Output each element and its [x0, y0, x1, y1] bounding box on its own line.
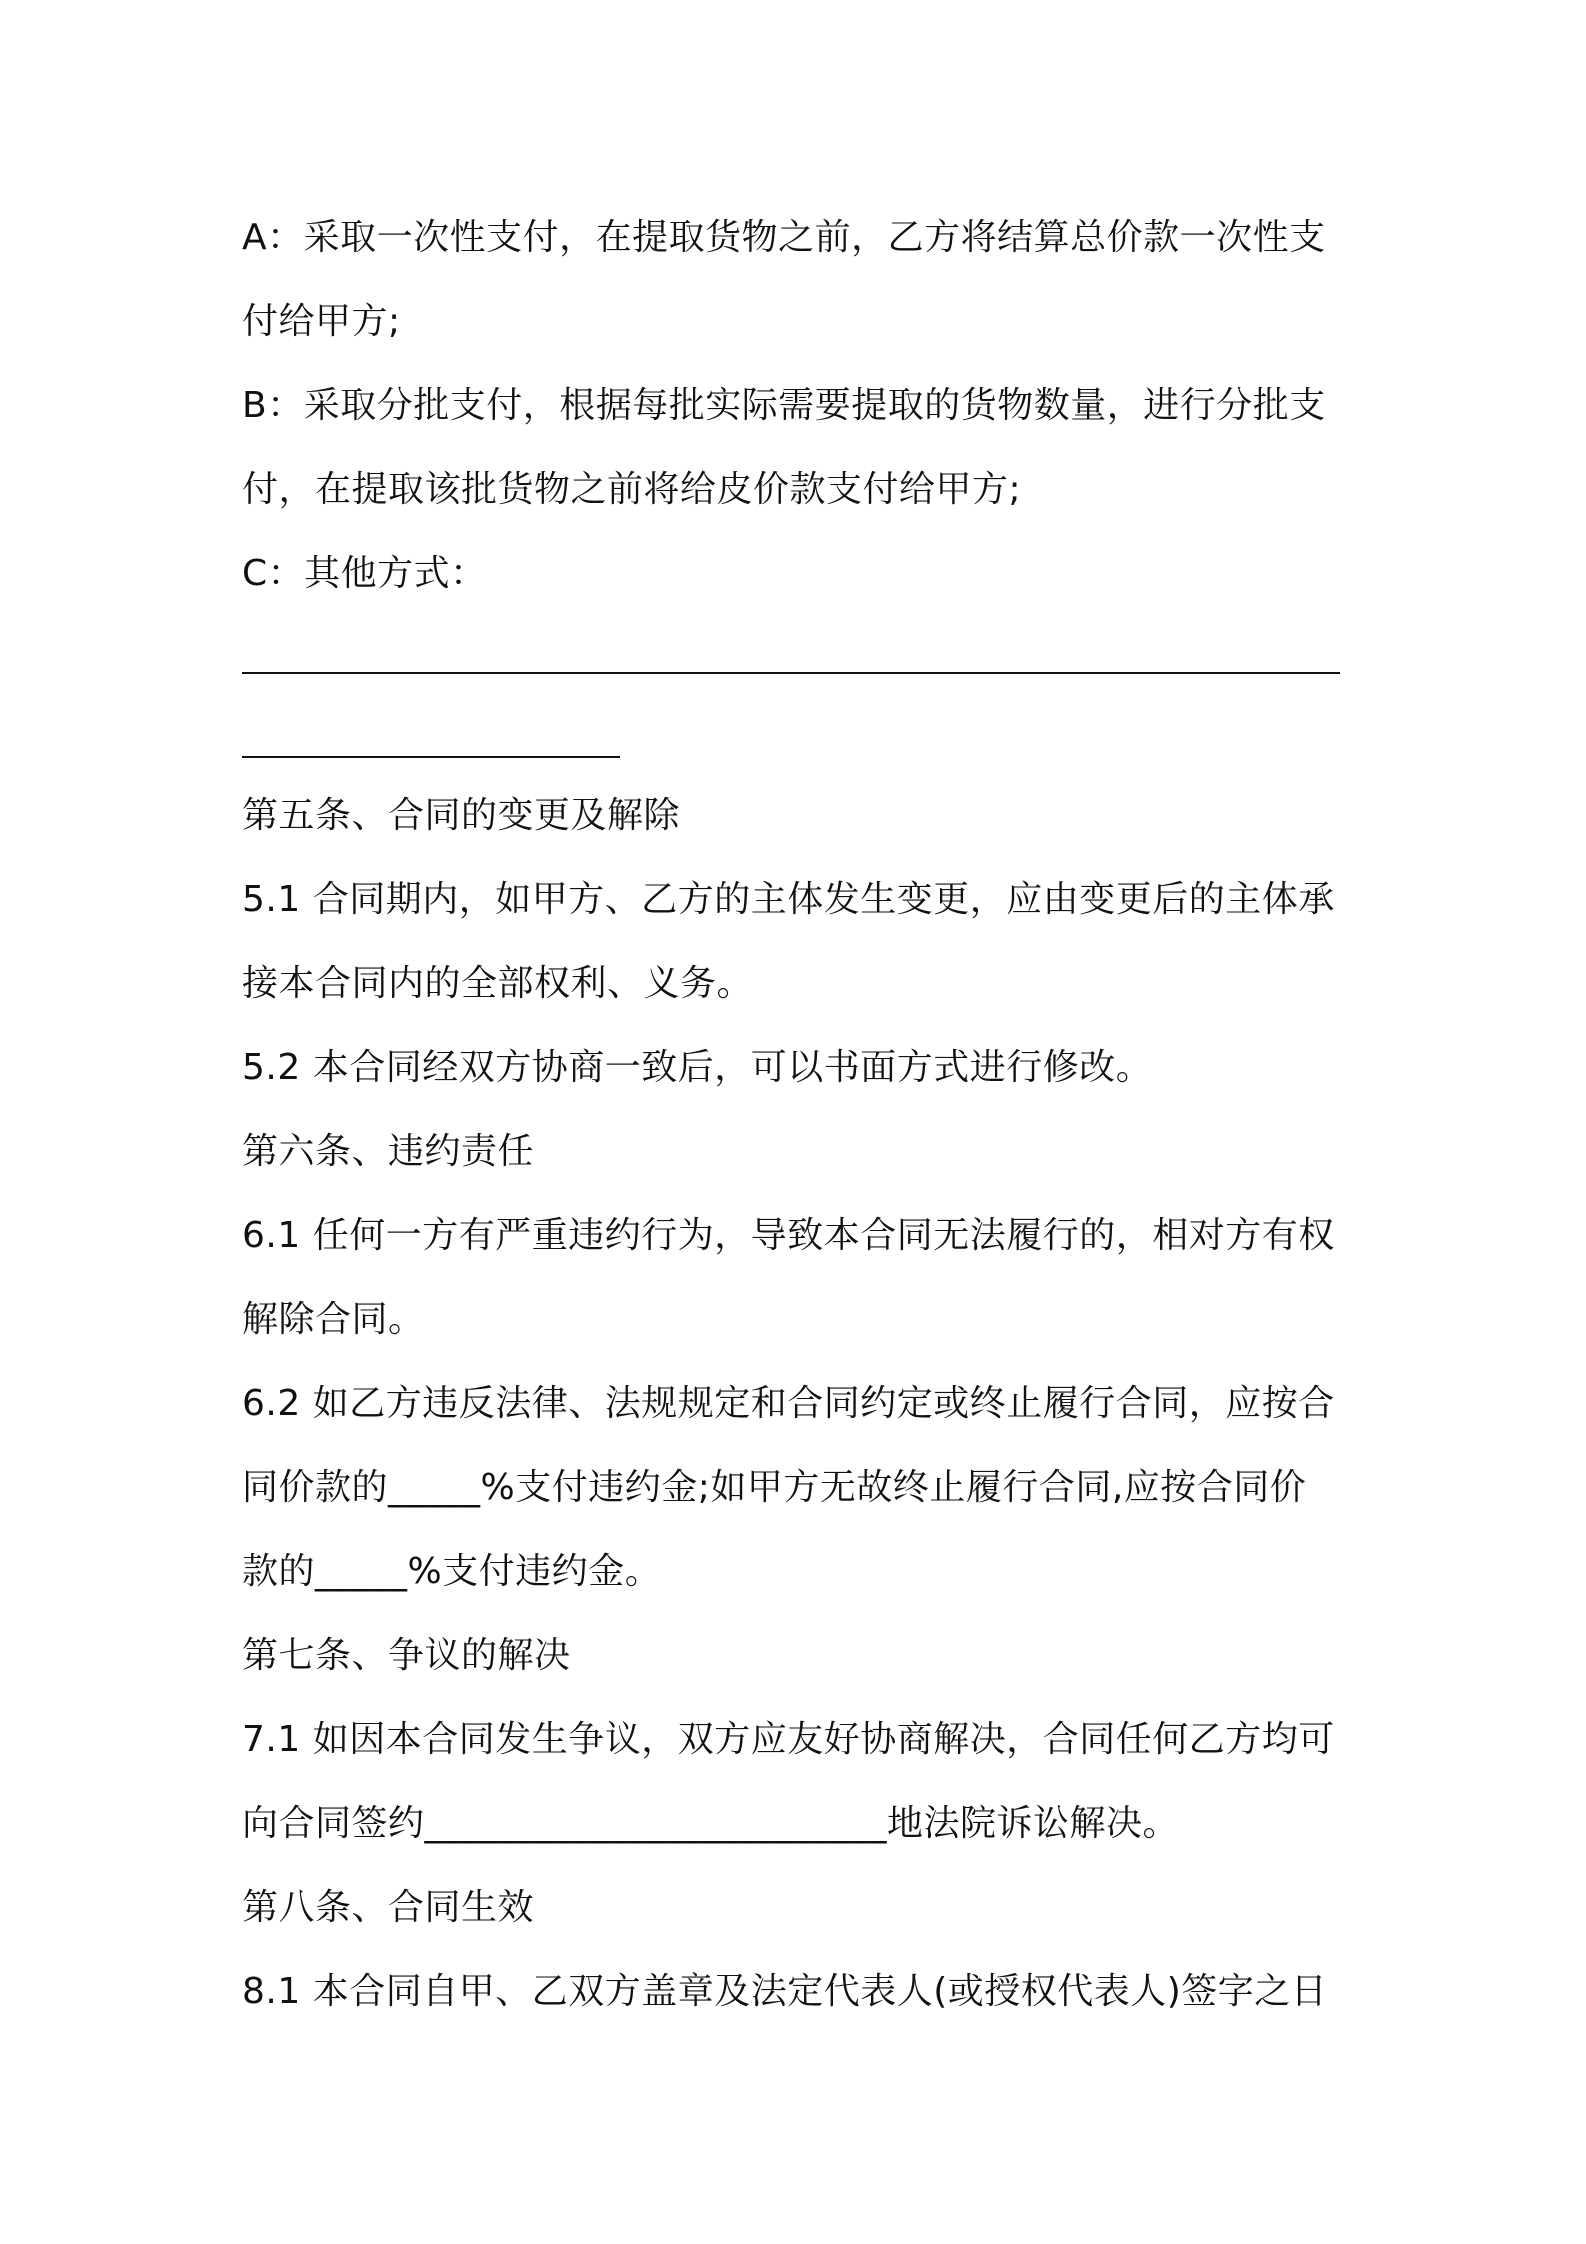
clause-6-2-line-3: 款的_____%支付违约金。 — [242, 1551, 662, 1592]
article-6-heading: 第六条、违约责任 — [242, 1131, 535, 1172]
clause-7-1-line-2: 向合同签约_________________________地法院诉讼解决。 — [242, 1803, 1180, 1844]
clause-5-1-line-2: 接本合同内的全部权利、义务。 — [242, 963, 754, 1004]
option-b-line-1: B：采取分批支付，根据每批实际需要提取的货物数量，进行分批支 — [242, 385, 1326, 426]
clause-6-2-line-2: 同价款的_____%支付违约金;如甲方无故终止履行合同,应按合同价 — [242, 1467, 1307, 1508]
blank-fill-line-short — [242, 756, 620, 758]
clause-8-1-line-1: 8.1 本合同自甲、乙双方盖章及法定代表人(或授权代表人)签字之日 — [242, 1971, 1328, 2012]
payment-options-section — [242, 196, 1362, 616]
article-7-heading: 第七条、争议的解决 — [242, 1635, 571, 1676]
option-b-line-2: 付，在提取该批货物之前将给皮价款支付给甲方; — [242, 469, 1022, 510]
option-a-line-1: A：采取一次性支付，在提取货物之前，乙方将结算总价款一次性支 — [242, 217, 1326, 258]
clause-5-1-line-1: 5.1 合同期内，如甲方、乙方的主体发生变更，应由变更后的主体承 — [242, 879, 1335, 920]
blank-fill-line-long — [242, 672, 1340, 674]
clause-6-1-line-2: 解除合同。 — [242, 1299, 425, 1340]
clause-6-1-line-1: 6.1 任何一方有严重违约行为，导致本合同无法履行的，相对方有权 — [242, 1215, 1335, 1256]
clause-5-2-line: 5.2 本合同经双方协商一致后，可以书面方式进行修改。 — [242, 1047, 1153, 1088]
contract-clauses-section — [242, 774, 1362, 2034]
article-8-heading: 第八条、合同生效 — [242, 1887, 535, 1928]
option-a-line-2: 付给甲方; — [242, 301, 401, 342]
clause-6-2-line-1: 6.2 如乙方违反法律、法规规定和合同约定或终止履行合同，应按合 — [242, 1383, 1335, 1424]
article-5-heading: 第五条、合同的变更及解除 — [242, 795, 681, 836]
option-c-line: C：其他方式： — [242, 553, 487, 594]
clause-7-1-line-1: 7.1 如因本合同发生争议，双方应友好协商解决，合同任何乙方均可 — [242, 1719, 1335, 1760]
